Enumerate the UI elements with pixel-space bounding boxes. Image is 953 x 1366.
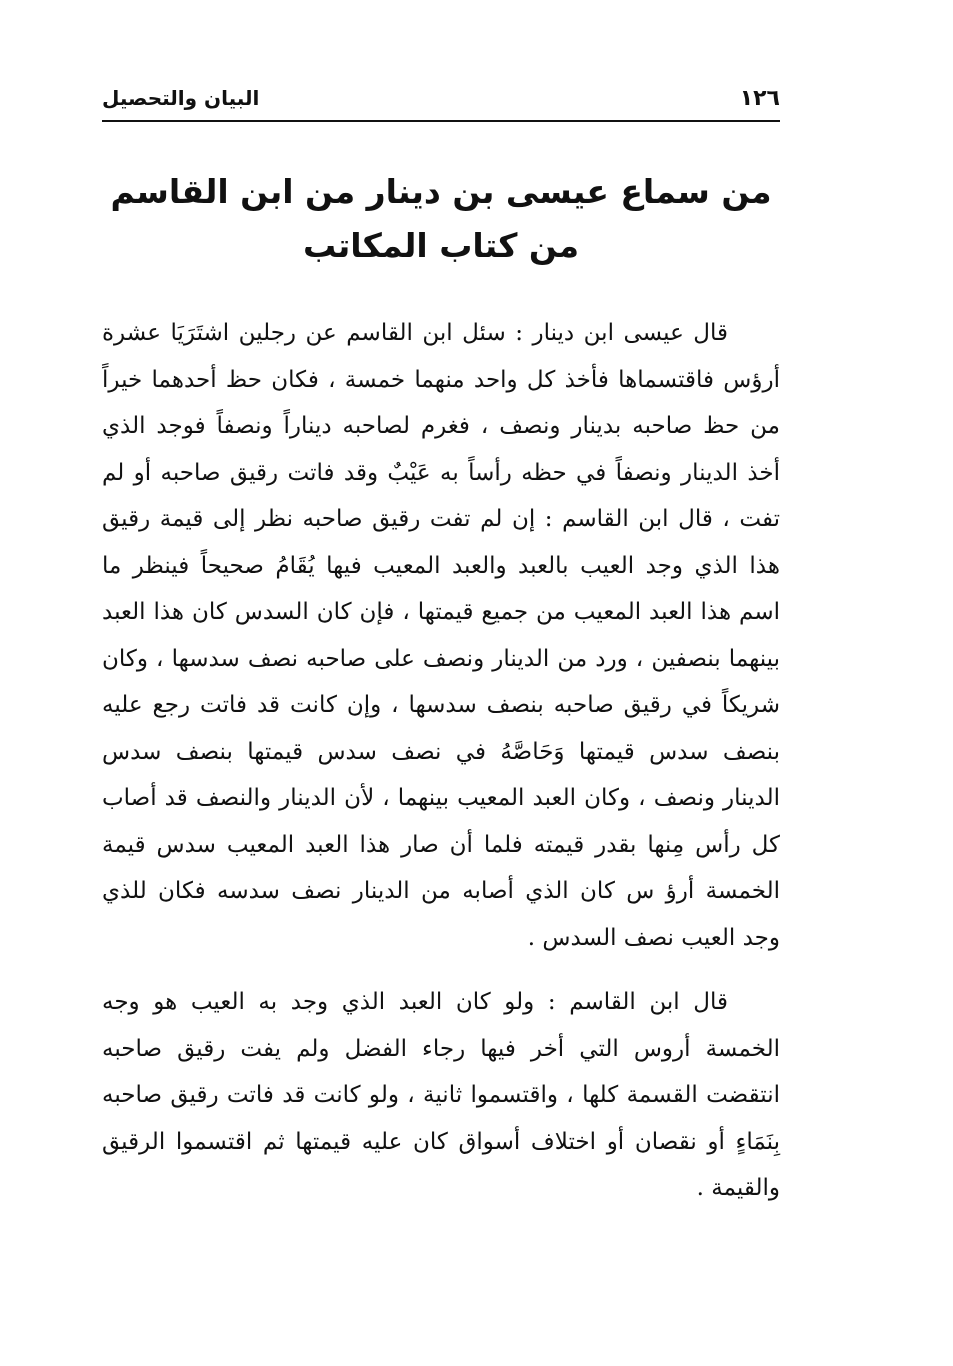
running-title: البيان والتحصيل bbox=[102, 86, 260, 110]
page-header bbox=[102, 84, 780, 122]
body-text bbox=[102, 310, 780, 1212]
paragraph-2: قال ابن القاسم : ولو كان العبد الذي وجد به العيب هو وجه الخمسة أروس التي أخر فيها رجاء الفضل ولم يفت رقيق صاحبه انتقضت القسمة كلها ، واقتسموا ثانية ، ولو كانت قد فاتت رقيق صاحبه بِنَمَاءٍ أو نقصان أو اختلاف أسواق كان عليه قيمتها ثم اقتسموا الرقيق والقيمة . bbox=[102, 989, 780, 1201]
page-number: ١٢٦ bbox=[739, 86, 780, 111]
chapter-title: من سماع عيسى بن دينار من ابن القاسم من كتاب المكاتب bbox=[110, 172, 772, 265]
paragraph-1: قال عيسى ابن دينار : سئل ابن القاسم عن رجلين اشتَرَيَا عشرة أرؤس فاقتسماها فأخذ كل واحد منهما خمسة ، فكان حظ أحدهما خيراً من حظ صاحبه بدينار ونصف ، فغرم لصاحبه ديناراً ونصفاً فوجد الذي أخذ الدينار ونصفاً في حظه رأساً به عَيْبٌ وقد فاتت رقيق صاحبه أو لم تفت ، قال ابن القاسم : إن لم تفت رقيق صاحبه نظر إلى قيمة رقيق هذا الذي وجد العيب بالعبد والعبد المعيب فيها يُقَامُ صحيحاً فينظر ما اسم هذا العبد المعيب من جميع قيمتها ، فإن كان السدس كان هذا العبد بينهما بنصفين ، ورد من الدينار ونصف على صاحبه نصف سدسها ، وكان شريكاً في رقيق صاحبه بنصف سدسها ، وإن كانت قد فاتت رجع عليه بنصف سدس قيمتها وَحَاصَّهُ في نصف سدس قيمتها بنصف سدس الدينار ونصف ، وكان العبد المعيب بينهما ، لأن الدينار والنصف قد أصاب كل رأس مِنها بقدر قيمته فلما أن صار هذا العبد المعيب سدس قيمة الخمسة أرؤ س كان الذي أصابه من الدينار نصف سدسه فكان للذي وجد العيب نصف السدس . bbox=[102, 320, 780, 951]
